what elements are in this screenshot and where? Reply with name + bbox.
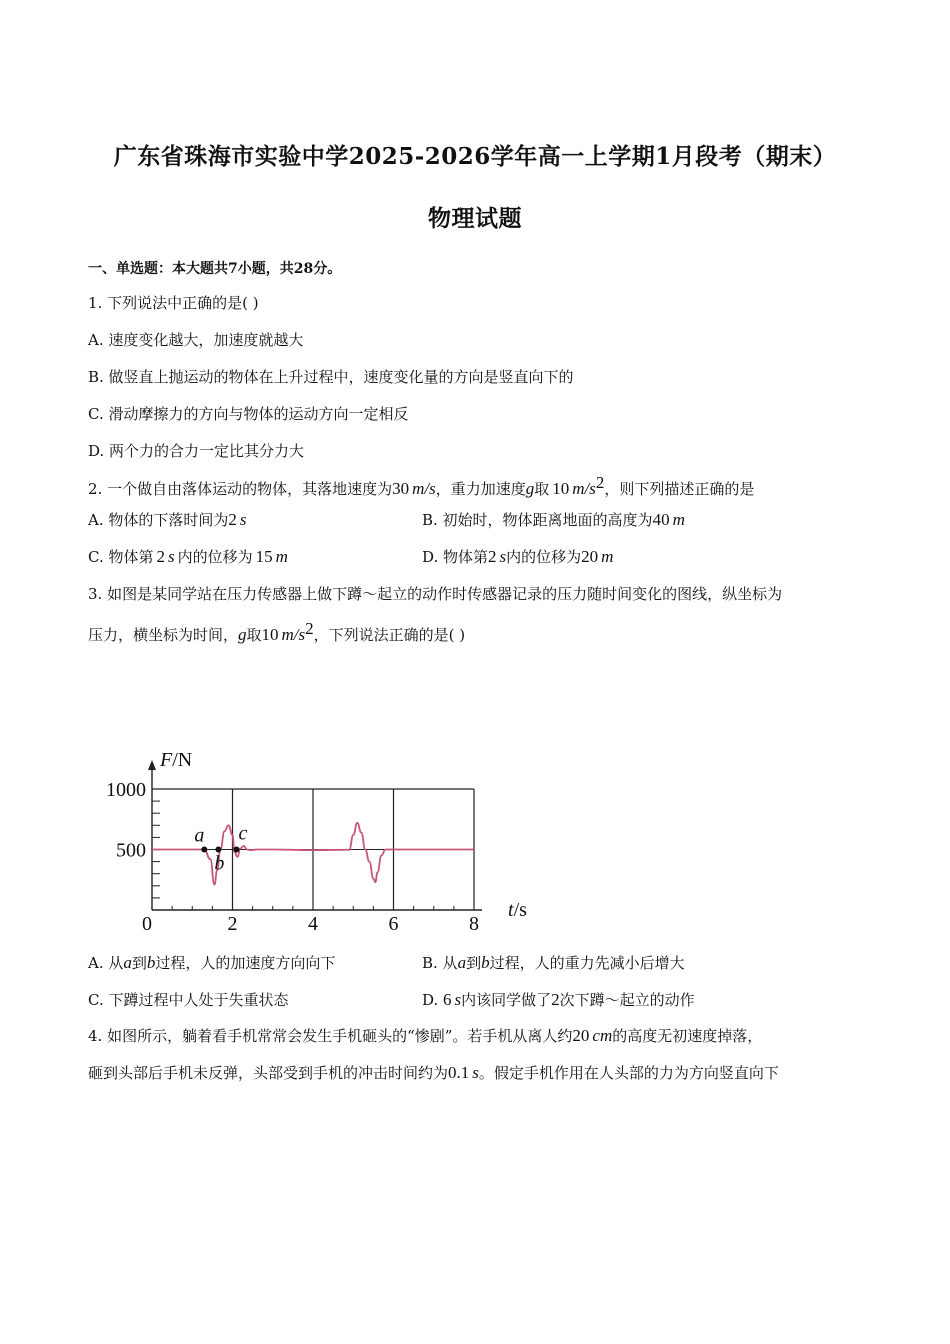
q2-option-b [422,509,685,530]
q3-stem-text-a: 压力，横坐标为时间， [88,626,239,644]
q3-option-a-b: b [146,953,156,972]
q2-option-b-unit: m [672,510,685,529]
q3-g-unit: m/s [281,625,306,644]
x-tick-label-8: 8 [469,913,479,935]
q2-option-c-unit1: s [167,547,175,566]
q4-line1 [88,1025,762,1046]
chart-ticks [106,779,479,935]
y-tick-label-1000: 1000 [106,779,146,801]
q3-option-d-text: D. [422,991,444,1009]
q3-option-a-mid: 到 [131,954,147,972]
q3-stem-line1: 3. 如图是某同学站在压力传感器上做下蹲～起立的动作时传感器记录的压力随时间变化的图线，纵坐标为 [88,585,783,603]
q4-time-value: 0.1 [448,1063,470,1082]
q3-option-a-post: 过程，人的加速度方向向下 [155,954,336,972]
q2-stem: 2. 一个做自由落体运动的物体，其落地速度为30 m/s，重力加速度g取 10 $m/s^2$，则下列描述正确的是 [88,473,755,498]
q3-option-b-b: b [481,953,490,972]
q2-option-a-text: A. 物体的下落时间为 [88,511,229,529]
q3-g-value: 10 [261,625,279,644]
q3-g-symbol: g [238,625,247,644]
q2-option-d [422,546,613,567]
q2-option-c-mid: 内的位移为 [177,548,253,566]
q2-stem-text-d: ，则下列描述正确的是 [604,480,755,498]
q2-option-c-text: C. 物体第 [88,548,154,566]
q2-stem-text-a: 2. 一个做自由落体运动的物体，其落地速度为 [88,480,393,498]
x-tick-label-4: 4 [308,913,318,935]
q1-option-b: B. 做竖直上抛运动的物体在上升过程中，速度变化量的方向是竖直向下的 [88,368,574,386]
q4-height-value: 20 [572,1026,590,1045]
section-heading: 一、单选题：本大题共7小题，共28分。 [88,261,342,277]
q1-option-c: C. 滑动摩擦力的方向与物体的运动方向一定相反 [88,405,409,423]
chart-x-label: t/s [508,899,527,921]
q1-option-d: D. 两个力的合力一定比其分力大 [88,442,305,460]
point-label-c: c [238,822,248,845]
q4-height-unit: cm [592,1026,613,1045]
q2-option-a [88,509,247,530]
q4-text-a: 4. 如图所示，躺着看手机常常会发生手机砸头的“惨剧”。若手机从离人约 [88,1027,573,1045]
q2-option-c-value2: 15 [255,547,273,566]
q1-stem: 1. 下列说法中正确的是( ) [88,294,259,312]
q3-option-a [88,952,335,973]
q2-option-d-value2: 20 [581,547,599,566]
q2-stem-text-b: ，重力加速度 [435,480,526,498]
point-a [201,847,207,853]
q2-option-b-value: 40 [652,510,670,529]
q3-option-d-value: 6 [443,990,452,1009]
q2-option-c-unit2: m [275,547,288,566]
q3-option-d-mid: 内该同学做了 [461,991,552,1009]
q4-text-c: 砸到头部后手机未反弹，头部受到手机的冲击时间约为 [88,1064,449,1082]
q3-option-b-post: 过程，人的重力先减小后增大 [489,954,685,972]
q2-speed-unit: m/s [412,479,436,498]
q2-option-d-value1: 2 [488,547,497,566]
q2-g-symbol: g [525,479,535,498]
q2-option-d-text: D. 物体第 [422,548,489,566]
point-c [234,847,240,853]
q2-stem-text-c: 取 [534,480,550,498]
q3-option-d-post: 次下蹲～起立的动作 [559,991,695,1009]
q2-option-c-value1: 2 [156,547,165,566]
q2-option-d-unit1: s [499,547,507,566]
q3-option-b-mid: 到 [466,954,482,972]
q3-option-b [422,952,685,973]
q2-g-value: 10 [552,479,570,498]
y-axis-arrow [148,760,156,770]
q3-option-d-unit: s [454,990,462,1009]
y-tick-label-500: 500 [116,839,146,862]
q4-text-d: 。假定手机作用在人头部的力为方向竖直向下 [478,1064,779,1082]
q3-option-d [422,989,695,1010]
chart-y-label: F/N [160,749,193,771]
page-title: 广东省珠海市实验中学2025-2026学年高一上学期1月段考（期末） [113,143,837,170]
q3-option-a-a: a [123,953,132,972]
x-tick-label-0: 0 [142,913,152,935]
q4-line2 [88,1062,779,1083]
q2-option-a-value: 2 [228,510,237,529]
q2-option-c [88,546,288,567]
q2-option-d-unit2: m [601,547,614,566]
q3-option-b-text: B. 从 [422,954,458,972]
q4-text-b: 的高度无初速度掉落， [612,1027,763,1045]
q2-speed-value: 30 [392,479,410,498]
x-tick-label-6: 6 [388,913,399,935]
q4-time-unit: s [472,1063,479,1082]
x-tick-label-2: 2 [227,913,238,935]
q3-option-b-a: a [457,953,467,972]
point-label-b: b [214,852,225,875]
force-time-chart [88,742,548,942]
q3-option-c: C. 下蹲过程中人处于失重状态 [88,991,289,1009]
q2-g-unit: m/s [572,479,596,498]
q3-stem-text-c: ，下列说法正确的是( ) [313,626,466,644]
q3-stem-text-b: 取 [246,626,262,644]
q3-stem-line2: 压力，横坐标为时间，g取10 $m/s^2$，下列说法正确的是( ) [88,619,466,644]
q3-option-a-text: A. 从 [88,954,124,972]
q2-option-d-mid: 内的位移为 [506,548,582,566]
q3-option-d-count: 2 [551,990,560,1009]
q2-option-b-text: B. 初始时，物体距离地面的高度为 [422,511,653,529]
page-subtitle: 物理试题 [428,205,522,232]
q1-option-a: A. 速度变化越大，加速度就越大 [88,331,304,349]
q2-option-a-unit: s [239,510,247,529]
point-label-a: a [194,824,205,847]
